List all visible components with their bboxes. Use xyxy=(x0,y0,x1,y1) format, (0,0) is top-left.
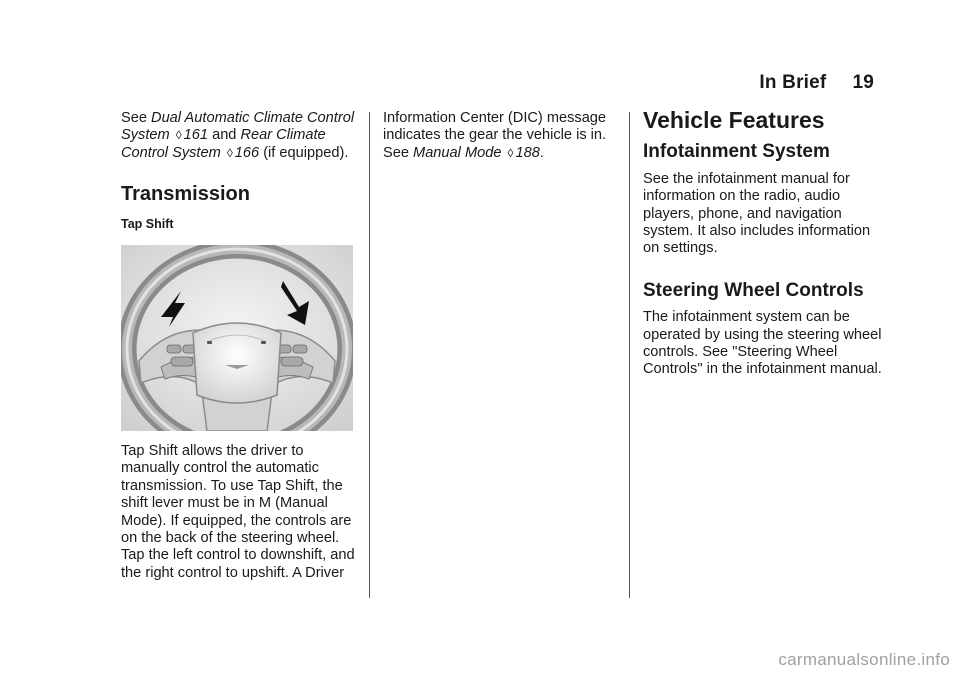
vehicle-features-heading: Vehicle Features xyxy=(643,107,825,133)
steering-controls-body: The infotainment system can be operated by using the steering wheel controls. See "Steering Wheel Controls" in the infotainment manual. xyxy=(643,309,882,378)
tap-shift-body: Tap Shift allows the driver to manually control the automatic transmission. To use Tap Shift, the shift lever must be in M (Manual Mode). If equipped, the controls are on the back of the steering wheel. Tap the left control to downshift, and the right control to upshift. A Driver xyxy=(121,443,355,581)
column-divider-left xyxy=(369,112,370,598)
transmission-heading: Transmission xyxy=(121,183,250,206)
climate-control-link[interactable]: Dual Automatic Climate Control System xyxy=(121,110,355,144)
watermark: carmanualsonline.info xyxy=(778,650,950,669)
steering-controls-heading: Steering Wheel Controls xyxy=(643,279,864,301)
page-ref-icon: ◊ xyxy=(226,145,233,160)
rear-climate-link[interactable]: Rear Climate Control System xyxy=(121,127,326,161)
rear-climate-page-ref[interactable]: 166 xyxy=(234,144,260,161)
page-ref-icon: ◊ xyxy=(175,128,182,143)
page-header xyxy=(759,72,874,94)
steering-wheel-illustration xyxy=(121,245,353,431)
climate-page-ref[interactable]: 161 xyxy=(183,127,209,144)
steering-wheel-icon xyxy=(121,245,353,431)
page-number: 19 xyxy=(852,72,874,93)
manual-mode-link[interactable]: Manual Mode xyxy=(413,144,502,161)
column-left xyxy=(121,110,361,582)
column-middle xyxy=(383,110,619,162)
infotainment-heading: Infotainment System xyxy=(643,141,830,163)
tap-shift-heading: Tap Shift xyxy=(121,216,174,231)
column-right xyxy=(643,107,883,379)
dic-message-text: Information Center (DIC) message indicates the gear the vehicle is in. See Manual Mode ◊ 188. xyxy=(383,110,607,161)
infotainment-body: See the infotainment manual for information on the radio, audio players, phone, and navigation system. It also includes information on settings. xyxy=(643,170,871,257)
page-ref-icon: ◊ xyxy=(507,145,514,160)
manual-mode-page-ref[interactable]: 188 xyxy=(515,144,540,161)
column-divider-right xyxy=(629,112,630,598)
climate-crossref: See Dual Automatic Climate Control System ◊ 161 and Rear Climate Control System ◊ 166 (if equipped). xyxy=(121,110,355,161)
header-title: In Brief xyxy=(759,72,827,93)
